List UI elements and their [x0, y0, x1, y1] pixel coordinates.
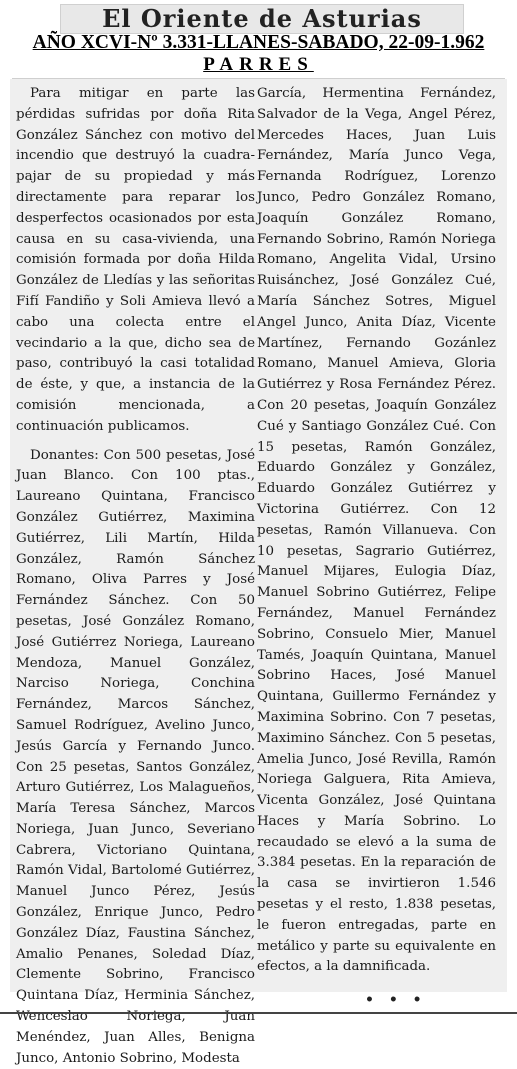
donors-continued-paragraph: García, Hermentina Fernández, Salvador de la Vega, Angel Pérez, Mercedes Haces, Juan Luis Fernández, María Junco Vega, Fernanda Rodríguez, Lorenzo Junco, Pedro González Romano, Joaquín González Romano, Fernando Sobrino, Ramón Noriega Romano, Angelita Vidal, Ursino Ruisánchez, José González Cué, María Sánchez Sotres, Miguel Angel Junco, Anita Díaz, Vicente Martínez, Fernando Gozánlez Romano, Manuel Amieva, Gloria Gutiérrez y Rosa Fernández Pérez. Con 20 pesetas, Joaquín González Cué y Santiago González Cué. Con 15 pesetas, Ramón González, Eduardo González y González, Eduardo González Gutiérrez y Victorina Gutiérrez. Con 12 pesetas, Ramón Villanueva. Con 10 pesetas, Sagrario Gutiérrez, Manuel Mijares, Eulogia Díaz, Manuel Sobrino Gutiérrez, Felipe Fernández, Manuel Fernández Sobrino, Consuelo Mier, Manuel Tamés, Joaquín Quintana, Manuel Sobrino Haces, José Manuel Quintana, Guillermo Fernández y Maximina Sobrino. Con 7 pesetas, Maximino Sánchez. Con 5 pesetas, Amelia Junco, José Revilla, Ramón Noriega Galguera, Rita Amieva, Vicenta González, José Quintana Haces y María Sobrino. Lo recaudado se elevó a la suma de 3.384 pesetas. En la reparación de la casa se invirtieron 1.546 pesetas y el resto, 1.838 pesetas, le fueron entregadas, parte en metálico y parte su equivalente en efectos, a la damnificada. [257, 86, 496, 975]
dateline: AÑO XCVI-Nº 3.331-LLANES-SABADO, 22-09-1.962 [32, 32, 485, 53]
masthead-title: El Oriente de Asturias [102, 4, 422, 33]
intro-paragraph: Para mitigar en parte las pérdidas sufridas por doña Rita González Sánchez con motivo del incendio que destruyó la cuadra-pajar de su propiedad y más directamente para reparar los desperfectos ocasionados por esta causa en su casa-vivienda, una comisión formada por doña Hilda González de Lledías y las señoritas Fifí Fandiño y Soli Amieva llevó a cabo una colecta entre el vecindario a la que, dicho sea de paso, contribuyó la casi totalidad de éste, y que, a instancia de la comisión mencionada, a continuación publicamos. [16, 86, 255, 434]
article-column-right [257, 84, 496, 994]
section-heading: PARRES [203, 54, 314, 75]
closing-dots: • • • [365, 992, 427, 1008]
frame-top-rule [12, 78, 505, 79]
masthead [60, 4, 464, 34]
donors-paragraph: Donantes: Con 500 pesetas, José Juan Blanco. Con 100 ptas., Laureano Quintana, Francisco González Gutiérrez, Maximina Gutiérrez, Lili Martín, Hilda González, Ramón Sánchez Romano, Oliva Parres y José Fernández Sánchez. Con 50 pesetas, José González Romano, José Gutiérrez Noriega, Laureano Mendoza, Manuel González, Narciso Noriega, Conchina Fernández, Marcos Sánchez, Samuel Rodríguez, Avelino Junco, Jesús García y Fernando Junco. Con 25 pesetas, Santos González, Arturo Gutiérrez, Los Malagueños, María Teresa Sánchez, Marcos Noriega, Juan Junco, Severiano Cabrera, Victoriano Quintana, Ramón Vidal, Bartolomé Gutiérrez, Manuel Junco Pérez, Jesús González, Enrique Junco, Pedro González Díaz, Faustina Sánchez, Amalio Penanes, Soledad Díaz, Clemente Sobrino, Francisco Quintana Díaz, Herminia Sánchez, Wenceslao Noriega, Juan Menéndez, Juan Alles, Benigna Junco, Antonio Sobrino, Modesta [16, 447, 255, 1066]
bottom-rule [0, 1012, 517, 1014]
article-column-left [16, 84, 255, 1066]
